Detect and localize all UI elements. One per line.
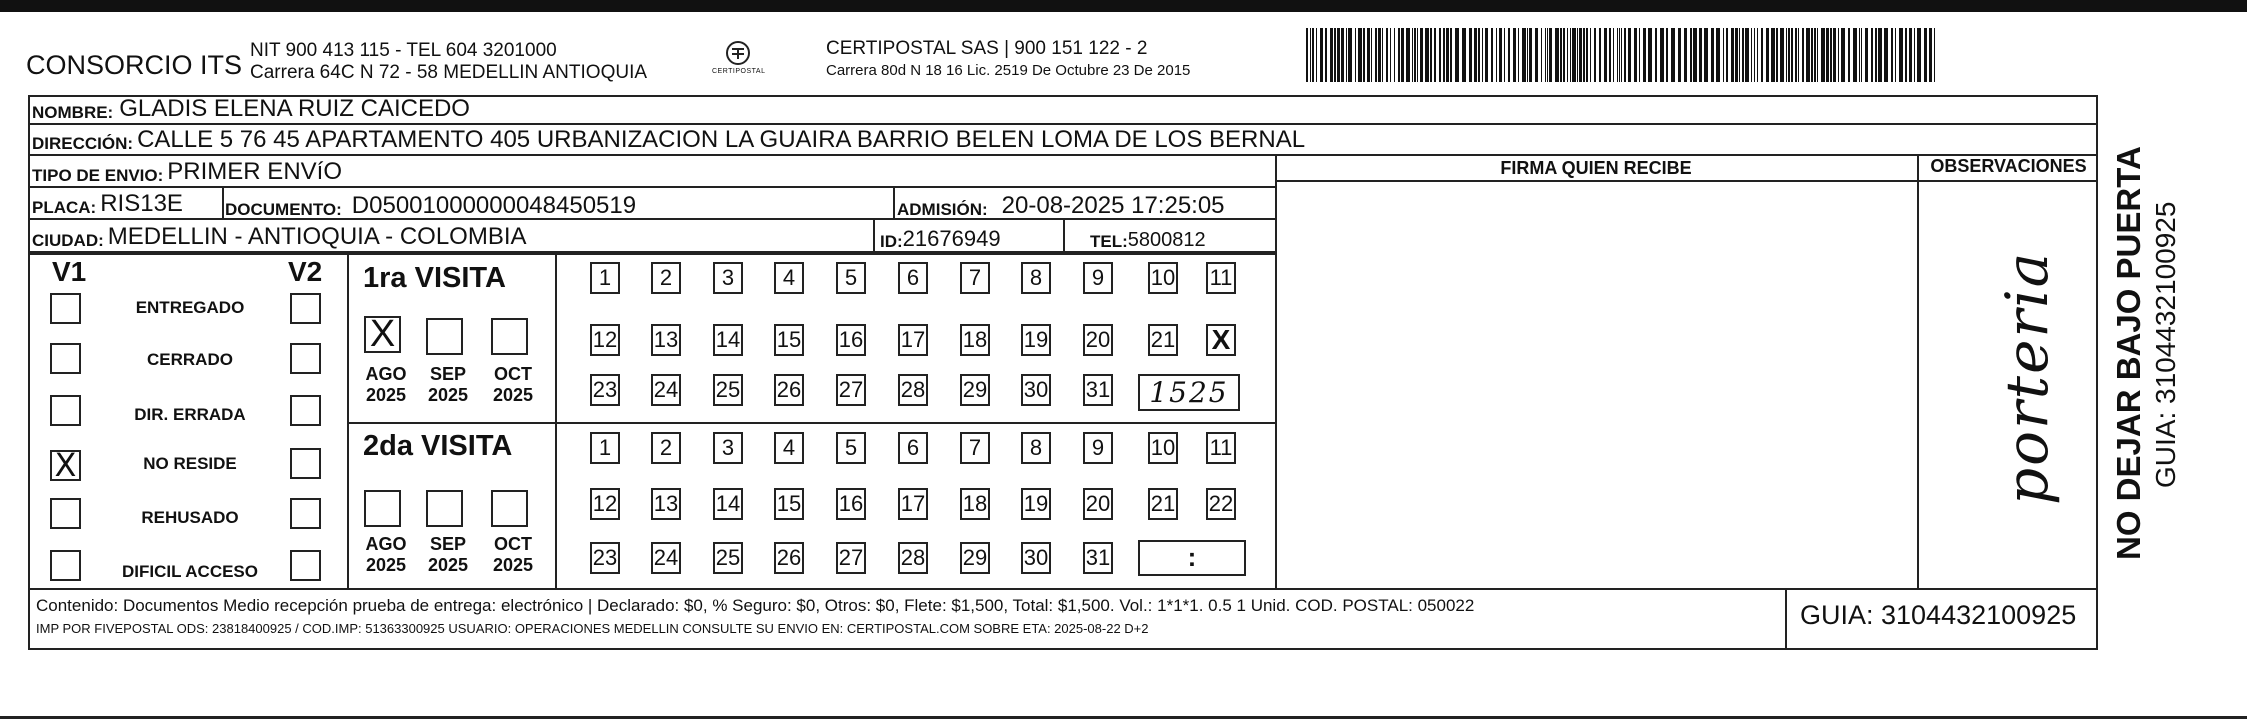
visit2-day-29-box[interactable]: 29: [960, 542, 990, 574]
v1-dificil-acceso-checkbox[interactable]: [50, 550, 81, 581]
bottom-edge: [0, 716, 2247, 719]
barcode-bar: [1917, 28, 1921, 82]
barcode-bar: [1924, 28, 1927, 82]
barcode-bar: [1731, 28, 1734, 82]
barcode-bar: [1895, 28, 1896, 82]
barcode-bar: [1401, 28, 1404, 82]
barcode-bar: [1826, 28, 1829, 82]
barcode-bar: [1316, 28, 1317, 82]
visit2-day-16-box[interactable]: 16: [836, 488, 866, 520]
barcode-bar: [1613, 28, 1614, 82]
barcode-bar: [1704, 28, 1708, 82]
admision-value: 20-08-2025 17:25:05: [1001, 192, 1225, 219]
divider: [1785, 588, 1787, 650]
barcode-bar: [1563, 28, 1565, 82]
tipo-row: [30, 156, 1277, 188]
barcode-bar: [1504, 28, 1505, 82]
visit1-day-1-box[interactable]: 1: [590, 262, 620, 294]
company-nit: NIT 900 413 115 - TEL 604 3201000: [250, 40, 557, 61]
admision-label: ADMISIÓN:: [897, 200, 988, 219]
barcode-bar: [1555, 28, 1559, 82]
visit1-day-9-box[interactable]: 9: [1083, 262, 1113, 294]
id-value: 21676949: [902, 226, 1001, 251]
barcode-bar: [1583, 28, 1585, 82]
visit2-day-8-box[interactable]: 8: [1021, 432, 1051, 464]
barcode-bar: [1378, 28, 1381, 82]
barcode-bar: [1934, 28, 1935, 82]
status-label-dificil-acceso: DIFICIL ACCESO: [121, 562, 258, 581]
visit1-day-15-box[interactable]: 15: [774, 324, 804, 356]
barcode-bar: [1780, 28, 1784, 82]
visit1-day-19-box[interactable]: 19: [1021, 324, 1051, 356]
visit1-day-8-box[interactable]: 8: [1021, 262, 1051, 294]
barcode-bar: [1739, 28, 1740, 82]
visit1-day-28-box[interactable]: 28: [898, 374, 928, 406]
visit1-month-sep-checkbox[interactable]: [426, 318, 463, 355]
divider: [347, 422, 1277, 424]
visit2-day-23-box[interactable]: 23: [590, 542, 620, 574]
barcode-bar: [1643, 28, 1646, 82]
visit2-day-25-box[interactable]: 25: [713, 542, 743, 574]
barcode-bar: [1905, 28, 1907, 82]
barcode-bar: [1639, 28, 1640, 82]
visit1-day-21-box[interactable]: 21: [1148, 324, 1178, 356]
tel-cell: [1090, 222, 1206, 252]
status-label-dir-errada: DIR. ERRADA: [134, 405, 246, 424]
divider: [1917, 156, 1919, 590]
status-label-rehusado: REHUSADO: [141, 508, 239, 527]
barcode-bar: [1666, 28, 1668, 82]
barcode-bar: [1367, 28, 1370, 82]
visit2-day-4-box[interactable]: 4: [774, 432, 804, 464]
barcode-bar: [1594, 28, 1596, 82]
visit2-day-17-box[interactable]: 17: [898, 488, 928, 520]
barcode-bar: [1412, 28, 1413, 82]
barcode-bar: [1716, 28, 1720, 82]
visit2-day-2-box[interactable]: 2: [651, 432, 681, 464]
barcode-bar: [1549, 28, 1552, 82]
barcode-bar: [1742, 28, 1744, 82]
status-label-cerrado: CERRADO: [147, 350, 233, 369]
barcode-bar: [1434, 28, 1436, 82]
visit1-month-oct-label: OCT 2025: [492, 364, 534, 405]
barcode-bar: [1482, 28, 1483, 82]
footer-impresion: IMP POR FIVEPOSTAL ODS: 23818400925 / COD.IMP: 51363300925 USUARIO: OPERACIONES MEDELLIN CONSULTE SU ENVIO EN: CERTIPOSTAL.COM SOBRE ETA: 2025-08-22 D+2: [36, 621, 1149, 636]
v1-entregado-checkbox[interactable]: [50, 293, 81, 324]
visit2-day-19-box[interactable]: 19: [1021, 488, 1051, 520]
visit1-day-17-box[interactable]: 17: [898, 324, 928, 356]
visit2-day-3-box[interactable]: 3: [713, 432, 743, 464]
id-cell: [880, 222, 1001, 252]
barcode-bar: [1865, 28, 1868, 82]
visit2-month-ago-label: AGO 2025: [365, 534, 407, 575]
visit2-day-1-box[interactable]: 1: [590, 432, 620, 464]
v1-cerrado-checkbox[interactable]: [50, 343, 81, 374]
barcode-bar: [1522, 28, 1526, 82]
direccion-value: CALLE 5 76 45 APARTAMENTO 405 URBANIZACION LA GUAIRA BARRIO BELEN LOMA DE LOS BERNAL: [137, 126, 1306, 153]
barcode-bar: [1529, 28, 1532, 82]
top-edge: [0, 0, 2247, 12]
footer-contenido: Contenido: Documentos Medio recepción prueba de entrega: electrónico | Declarado: $0, % Seguro: $0, Otros: $0, Flete: $1,500, Total: $1,500. Vol.: 1*1*1. 0.5 1 Unid. COD. POSTAL: 050022: [36, 596, 1475, 615]
status-label-entregado: ENTREGADO: [135, 298, 245, 317]
barcode-bar: [1462, 28, 1466, 82]
barcode-bar: [1375, 28, 1377, 82]
visit2-title: 2da VISITA: [363, 430, 513, 462]
visit1-day-20-box[interactable]: 20: [1083, 324, 1113, 356]
barcode-bar: [1491, 28, 1493, 82]
barcode-bar: [1795, 28, 1797, 82]
barcode-bar: [1341, 28, 1344, 82]
barcode-bar: [1786, 28, 1787, 82]
visit2-day-30-box[interactable]: 30: [1021, 542, 1051, 574]
tel-value: 5800812: [1127, 229, 1206, 251]
visit1-month-oct-checkbox[interactable]: [491, 318, 528, 355]
barcode-bar: [1310, 28, 1311, 82]
nombre-row: [30, 95, 2098, 125]
company-address: Carrera 64C N 72 - 58 MEDELLIN ANTIOQUIA: [250, 62, 648, 83]
v2-dir-errada-checkbox[interactable]: [290, 395, 321, 426]
divider: [30, 253, 1277, 255]
barcode-bar: [1609, 28, 1611, 82]
courier-line1: CERTIPOSTAL SAS | 900 151 122 - 2: [826, 38, 1148, 59]
barcode-bar: [1776, 28, 1778, 82]
barcode-bar: [1330, 28, 1333, 82]
barcode-bar: [1634, 28, 1637, 82]
v2-entregado-checkbox[interactable]: [290, 293, 321, 324]
visit1-day-24-box[interactable]: 24: [651, 374, 681, 406]
direccion-label: DIRECCIÓN:: [32, 134, 134, 153]
barcode-bar: [1334, 28, 1336, 82]
barcode: [1306, 28, 1940, 82]
visit1-day-11-box[interactable]: 11: [1206, 262, 1236, 294]
barcode-bar: [1567, 28, 1568, 82]
barcode-bar: [1745, 28, 1749, 82]
visit1-day-3-box[interactable]: 3: [713, 262, 743, 294]
barcode-bar: [1572, 28, 1576, 82]
visit2-month-sep-label: SEP 2025: [427, 534, 469, 575]
observacion-handwritten: porteria: [1993, 250, 2061, 505]
barcode-bar: [1455, 28, 1459, 82]
visit2-day-12-box[interactable]: 12: [590, 488, 620, 520]
v2-dificil-acceso-checkbox[interactable]: [290, 550, 321, 581]
visit1-day-30-box[interactable]: 30: [1021, 374, 1051, 406]
barcode-bar: [1648, 28, 1652, 82]
barcode-bar: [1791, 28, 1793, 82]
barcode-bar: [1830, 28, 1832, 82]
visit1-day-2-box[interactable]: 2: [651, 262, 681, 294]
documento-label: DOCUMENTO:: [225, 200, 342, 219]
barcode-bar: [1909, 28, 1912, 82]
barcode-bar: [1446, 28, 1449, 82]
visit1-day-31-box[interactable]: 31: [1083, 374, 1113, 406]
barcode-bar: [1751, 28, 1752, 82]
ciudad-label: CIUDAD:: [32, 231, 104, 250]
visit2-month-ago-checkbox[interactable]: [364, 490, 401, 527]
barcode-bar: [1684, 28, 1687, 82]
barcode-bar: [1788, 28, 1790, 82]
barcode-bar: [1848, 28, 1850, 82]
visit2-day-28-box[interactable]: 28: [898, 542, 928, 574]
tipo-label: TIPO DE ENVIO:: [32, 166, 164, 185]
barcode-bar: [1439, 28, 1441, 82]
barcode-bar: [1806, 28, 1810, 82]
barcode-bar: [1841, 28, 1845, 82]
visit1-day-6-box[interactable]: 6: [898, 262, 928, 294]
v1-dir-errada-checkbox[interactable]: [50, 395, 81, 426]
barcode-bar: [1735, 28, 1738, 82]
barcode-bar: [1417, 28, 1418, 82]
documento-cell: [225, 190, 636, 220]
barcode-bar: [1599, 28, 1601, 82]
visit1-day-10-box[interactable]: 10: [1148, 262, 1178, 294]
barcode-bar: [1406, 28, 1410, 82]
v2-header: V2: [288, 256, 323, 287]
visit2-day-5-box[interactable]: 5: [836, 432, 866, 464]
barcode-bar: [1485, 28, 1488, 82]
barcode-bar: [1604, 28, 1607, 82]
barcode-bar: [1761, 28, 1763, 82]
barcode-bar: [1518, 28, 1519, 82]
barcode-bar: [1348, 28, 1352, 82]
courier-line2: Carrera 80d N 18 16 Lic. 2519 De Octubre 23 De 2015: [826, 62, 1191, 79]
barcode-bar: [1478, 28, 1480, 82]
visit2-month-oct-checkbox[interactable]: [491, 490, 528, 527]
barcode-bar: [1425, 28, 1429, 82]
barcode-bar: [1754, 28, 1755, 82]
v1-no-reside-checkbox[interactable]: X: [50, 450, 81, 481]
visit1-time-field[interactable]: 1525: [1138, 374, 1240, 411]
nombre-value: GLADIS ELENA RUIZ CAICEDO: [119, 95, 470, 122]
barcode-bar: [1570, 28, 1571, 82]
barcode-bar: [1560, 28, 1562, 82]
visit2-month-oct-label: OCT 2025: [492, 534, 534, 575]
footer-guia: GUIA: 3104432100925: [1800, 600, 2077, 630]
barcode-bar: [1771, 28, 1775, 82]
visit1-title: 1ra VISITA: [363, 262, 506, 294]
barcode-bar: [1811, 28, 1813, 82]
logo-text: CERTIPOSTAL: [712, 68, 766, 75]
visit2-day-20-box[interactable]: 20: [1083, 488, 1113, 520]
visit1-day-22-box[interactable]: X: [1206, 324, 1236, 356]
v1-header: V1: [52, 256, 87, 287]
barcode-bar: [1899, 28, 1903, 82]
barcode-bar: [1853, 28, 1857, 82]
no-dejar-bajo-puerta: NO DEJAR BAJO PUERTA: [2110, 146, 2147, 560]
v2-no-reside-checkbox[interactable]: [290, 448, 321, 479]
divider: [1063, 220, 1065, 253]
visit1-day-12-box[interactable]: 12: [590, 324, 620, 356]
visit1-day-18-box[interactable]: 18: [960, 324, 990, 356]
barcode-bar: [1499, 28, 1502, 82]
barcode-bar: [1619, 28, 1620, 82]
barcode-bar: [1414, 28, 1416, 82]
certipostal-logo: [712, 38, 766, 82]
barcode-bar: [1833, 28, 1836, 82]
visit2-day-9-box[interactable]: 9: [1083, 432, 1113, 464]
visit2-day-27-box[interactable]: 27: [836, 542, 866, 574]
barcode-bar: [1535, 28, 1538, 82]
barcode-bar: [1358, 28, 1362, 82]
visit2-day-22-box[interactable]: 22: [1206, 488, 1236, 520]
visit2-day-24-box[interactable]: 24: [651, 542, 681, 574]
barcode-bar: [1757, 28, 1758, 82]
barcode-bar: [1496, 28, 1497, 82]
visit1-day-29-box[interactable]: 29: [960, 374, 990, 406]
observaciones-header: OBSERVACIONES: [1930, 156, 2087, 176]
barcode-bar: [1624, 28, 1626, 82]
visit1-day-16-box[interactable]: 16: [836, 324, 866, 356]
barcode-bar: [1363, 28, 1365, 82]
divider: [893, 188, 895, 220]
status-label-no-reside: NO RESIDE: [143, 454, 237, 473]
documento-value: D05001000000048450519: [351, 192, 637, 219]
barcode-bar: [1821, 28, 1825, 82]
visit2-day-11-box[interactable]: 11: [1206, 432, 1236, 464]
barcode-bar: [1617, 28, 1618, 82]
visit2-day-26-box[interactable]: 26: [774, 542, 804, 574]
barcode-bar: [1579, 28, 1582, 82]
barcode-bar: [1861, 28, 1862, 82]
visit2-time-field[interactable]: :: [1138, 540, 1246, 576]
barcode-bar: [1306, 28, 1308, 82]
visit2-day-15-box[interactable]: 15: [774, 488, 804, 520]
barcode-bar: [1337, 28, 1340, 82]
barcode-bar: [1386, 28, 1388, 82]
barcode-bar: [1390, 28, 1391, 82]
nombre-label: NOMBRE:: [32, 103, 114, 122]
visit1-day-27-box[interactable]: 27: [836, 374, 866, 406]
visit2-day-10-box[interactable]: 10: [1148, 432, 1178, 464]
barcode-bar: [1590, 28, 1591, 82]
barcode-bar: [1541, 28, 1542, 82]
barcode-bar: [1508, 28, 1510, 82]
barcode-bar: [1660, 28, 1664, 82]
barcode-bar: [1655, 28, 1657, 82]
v1-rehusado-checkbox[interactable]: [50, 498, 81, 529]
visit1-day-26-box[interactable]: 26: [774, 374, 804, 406]
barcode-bar: [1859, 28, 1860, 82]
barcode-bar: [1711, 28, 1714, 82]
barcode-bar: [1628, 28, 1631, 82]
tipo-value: PRIMER ENVíO: [167, 158, 342, 185]
ciudad-value: MEDELLIN - ANTIOQUIA - COLOMBIA: [107, 223, 527, 250]
barcode-bar: [1577, 28, 1578, 82]
placa-label: PLACA:: [32, 198, 97, 217]
barcode-bar: [1450, 28, 1452, 82]
barcode-bar: [1430, 28, 1432, 82]
barcode-bar: [1875, 28, 1877, 82]
barcode-bar: [1325, 28, 1327, 82]
visit2-day-13-box[interactable]: 13: [651, 488, 681, 520]
visit1-day-25-box[interactable]: 25: [713, 374, 743, 406]
visit1-day-13-box[interactable]: 13: [651, 324, 681, 356]
side-guia: GUIA: 3104432100925: [2150, 201, 2181, 488]
barcode-bar: [1671, 28, 1675, 82]
barcode-bar: [1312, 28, 1314, 82]
barcode-bar: [1586, 28, 1588, 82]
visit1-month-ago-checkbox[interactable]: X: [364, 316, 401, 353]
visit2-day-6-box[interactable]: 6: [898, 432, 928, 464]
direccion-row: [30, 125, 2098, 156]
barcode-bar: [1884, 28, 1888, 82]
barcode-bar: [1723, 28, 1724, 82]
barcode-bar: [1527, 28, 1528, 82]
barcode-bar: [1469, 28, 1472, 82]
visit1-month-sep-label: SEP 2025: [427, 364, 469, 405]
barcode-bar: [1398, 28, 1400, 82]
firma-header: FIRMA QUIEN RECIBE: [1500, 158, 1692, 178]
barcode-bar: [1878, 28, 1882, 82]
barcode-bar: [1838, 28, 1839, 82]
v2-rehusado-checkbox[interactable]: [290, 498, 321, 529]
visit1-day-5-box[interactable]: 5: [836, 262, 866, 294]
barcode-bar: [1798, 28, 1799, 82]
barcode-bar: [1766, 28, 1769, 82]
visit2-day-21-box[interactable]: 21: [1148, 488, 1178, 520]
barcode-bar: [1699, 28, 1702, 82]
visit2-day-14-box[interactable]: 14: [713, 488, 743, 520]
barcode-bar: [1474, 28, 1477, 82]
barcode-bar: [1814, 28, 1816, 82]
signature-area[interactable]: [1277, 182, 1915, 588]
visit2-day-31-box[interactable]: 31: [1083, 542, 1113, 574]
visit2-day-7-box[interactable]: 7: [960, 432, 990, 464]
visit1-day-7-box[interactable]: 7: [960, 262, 990, 294]
barcode-bar: [1346, 28, 1347, 82]
visit1-day-4-box[interactable]: 4: [774, 262, 804, 294]
barcode-bar: [1726, 28, 1728, 82]
divider: [873, 220, 875, 253]
barcode-bar: [1443, 28, 1445, 82]
barcode-bar: [1678, 28, 1681, 82]
visit2-day-18-box[interactable]: 18: [960, 488, 990, 520]
barcode-bar: [1914, 28, 1915, 82]
barcode-bar: [1817, 28, 1818, 82]
barcode-bar: [1394, 28, 1395, 82]
barcode-bar: [1621, 28, 1622, 82]
v2-cerrado-checkbox[interactable]: [290, 343, 321, 374]
divider: [222, 188, 224, 220]
tel-label: TEL:: [1090, 232, 1128, 251]
barcode-bar: [1693, 28, 1697, 82]
barcode-bar: [1371, 28, 1372, 82]
barcode-bar: [1929, 28, 1932, 82]
visit2-month-sep-checkbox[interactable]: [426, 490, 463, 527]
barcode-bar: [1320, 28, 1323, 82]
barcode-bar: [1420, 28, 1423, 82]
barcode-bar: [1690, 28, 1692, 82]
admision-cell: [897, 190, 1225, 220]
barcode-bar: [1513, 28, 1516, 82]
barcode-bar: [1871, 28, 1873, 82]
visit1-month-ago-label: AGO 2025: [365, 364, 407, 405]
barcode-bar: [1891, 28, 1893, 82]
placa-value: RIS13E: [100, 190, 183, 217]
visit1-day-23-box[interactable]: 23: [590, 374, 620, 406]
barcode-bar: [1382, 28, 1383, 82]
barcode-bar: [1545, 28, 1546, 82]
divider: [30, 588, 2098, 590]
barcode-bar: [1547, 28, 1548, 82]
company-name: CONSORCIO ITS: [26, 50, 243, 80]
id-label: ID:: [880, 232, 903, 251]
visit1-day-14-box[interactable]: 14: [713, 324, 743, 356]
barcode-bar: [1802, 28, 1804, 82]
barcode-bar: [1355, 28, 1356, 82]
